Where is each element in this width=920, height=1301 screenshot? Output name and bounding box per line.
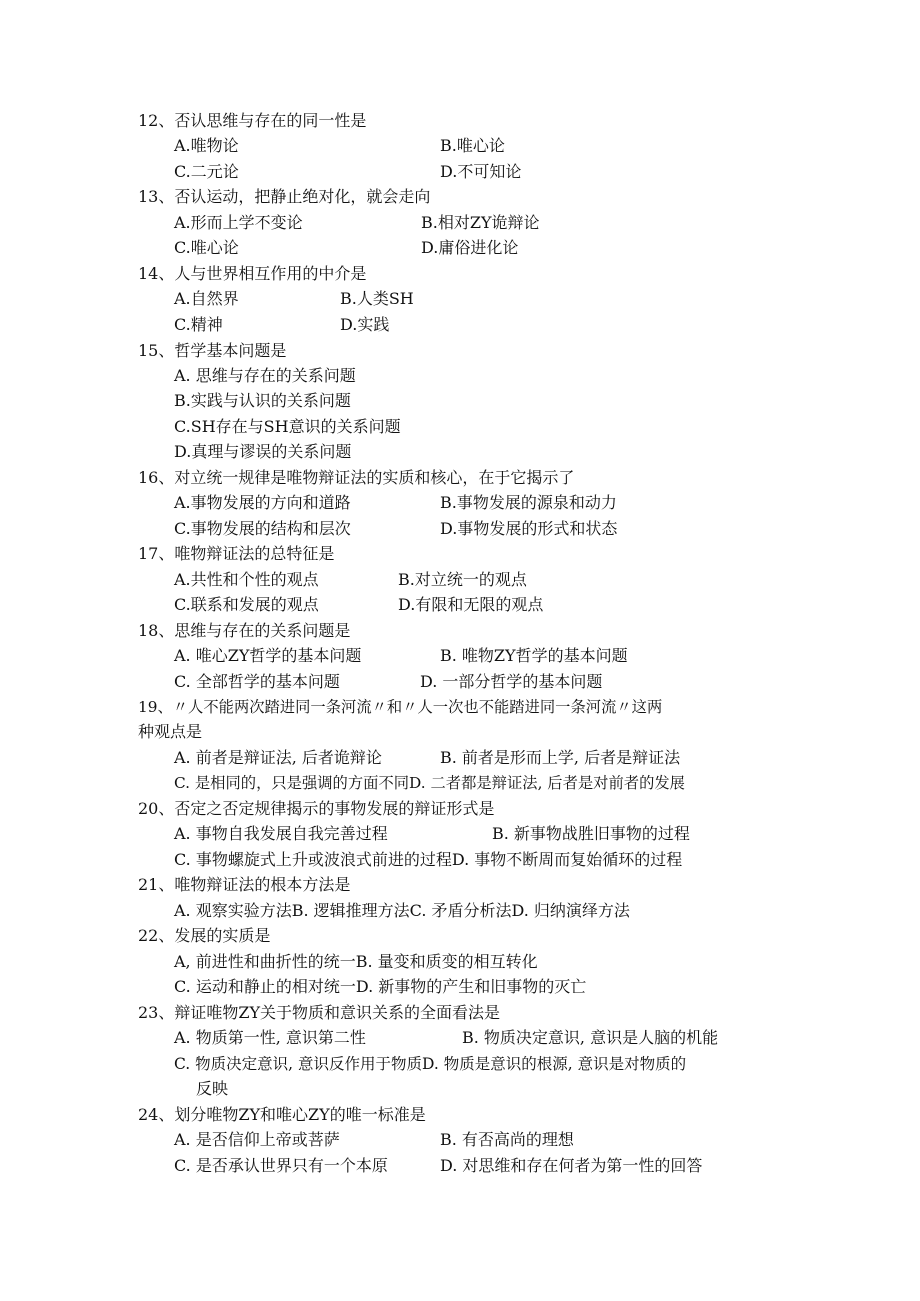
question-23-option-cd-continued: 反映 [196, 1079, 229, 1098]
question-13-option-b: B.相对ZY诡辩论 [421, 213, 540, 232]
question-19-option-cd: C. 是相同的，只是强调的方面不同D. 二者都是辩证法, 后者是对前者的发展 [174, 774, 685, 792]
question-18-stem: 18、思维与存在的关系问题是 [138, 621, 351, 640]
question-17-option-a: A.共性和个性的观点 [174, 570, 319, 589]
question-22-option-cd: C. 运动和静止的相对统一D. 新事物的产生和旧事物的灭亡 [174, 977, 587, 996]
question-15-option-c: C.SH存在与SH意识的关系问题 [174, 417, 401, 436]
question-17-option-d: D.有限和无限的观点 [398, 595, 544, 614]
question-20-option-a: A. 事物自我发展自我完善过程 [174, 824, 388, 843]
question-22-option-ab: A, 前进性和曲折性的统一B. 量变和质变的相互转化 [174, 952, 538, 971]
question-15-option-d: D.真理与谬误的关系问题 [174, 442, 352, 461]
question-19-option-a: A. 前者是辩证法, 后者诡辩论 [174, 748, 382, 767]
question-18-option-c: C. 全部哲学的基本问题 [174, 672, 340, 691]
question-22-stem: 22、发展的实质是 [138, 926, 271, 945]
question-12-option-b: B.唯心论 [440, 136, 505, 155]
question-12-option-a: A.唯物论 [174, 136, 239, 155]
question-16-stem: 16、对立统一规律是唯物辩证法的实质和核心，在于它揭示了 [138, 468, 575, 487]
question-23-option-a: A. 物质第一性, 意识第二性 [174, 1028, 366, 1047]
question-13-stem: 13、否认运动，把静止绝对化，就会走向 [138, 187, 431, 206]
question-20-option-b: B. 新事物战胜旧事物的过程 [492, 824, 690, 843]
question-23-stem: 23、辩证唯物ZY关于物质和意识关系的全面看法是 [138, 1003, 501, 1022]
question-24-stem: 24、划分唯物ZY和唯心ZY的唯一标准是 [138, 1105, 426, 1124]
question-12-stem: 12、否认思维与存在的同一性是 [138, 111, 367, 130]
question-15-stem: 15、哲学基本问题是 [138, 341, 287, 360]
question-14-option-d: D.实践 [340, 315, 390, 334]
question-12-option-d: D.不可知论 [440, 162, 522, 181]
question-17-option-c: C.联系和发展的观点 [174, 595, 319, 614]
question-20-option-cd: C. 事物螺旋式上升或波浪式前进的过程D. 事物不断周而复始循环的过程 [174, 850, 683, 869]
question-20-stem: 20、否定之否定规律揭示的事物发展的辩证形式是 [138, 799, 495, 818]
question-18-option-b: B. 唯物ZY哲学的基本问题 [440, 646, 628, 665]
question-14-option-b: B.人类SH [340, 289, 414, 308]
question-19-option-b: B. 前者是形而上学, 后者是辩证法 [440, 748, 681, 767]
question-21-options: A. 观察实验方法B. 逻辑推理方法C. 矛盾分析法D. 归纳演绎方法 [174, 901, 630, 920]
question-16-option-a: A.事物发展的方向和道路 [174, 493, 351, 512]
question-17-option-b: B.对立统一的观点 [398, 570, 527, 589]
question-21-stem: 21、唯物辩证法的根本方法是 [138, 875, 351, 894]
question-13-option-a: A.形而上学不变论 [174, 213, 303, 232]
question-13-option-d: D.庸俗进化论 [421, 238, 519, 257]
question-24-option-b: B. 有否高尚的理想 [440, 1130, 574, 1149]
question-24-option-a: A. 是否信仰上帝或菩萨 [174, 1130, 340, 1149]
question-15-option-b: B.实践与认识的关系问题 [174, 391, 351, 410]
question-24-option-d: D. 对思维和存在何者为第一性的回答 [440, 1156, 703, 1175]
question-24-option-c: C. 是否承认世界只有一个本原 [174, 1156, 388, 1175]
question-18-option-a: A. 唯心ZY哲学的基本问题 [174, 646, 362, 665]
question-16-option-c: C.事物发展的结构和层次 [174, 519, 351, 538]
question-16-option-b: B.事物发展的源泉和动力 [440, 493, 617, 512]
question-13-option-c: C.唯心论 [174, 238, 239, 257]
question-17-stem: 17、唯物辩证法的总特征是 [138, 544, 335, 563]
question-16-option-d: D.事物发展的形式和状态 [440, 519, 618, 538]
question-23-option-b: B. 物质决定意识, 意识是人脑的机能 [462, 1028, 719, 1047]
question-12-option-c: C.二元论 [174, 162, 239, 181]
question-19-stem: 19、〃人不能两次踏进同一条河流〃和〃人一次也不能踏进同一条河流〃这两 [138, 698, 663, 716]
question-23-option-cd: C. 物质决定意识, 意识反作用于物质D. 物质是意识的根源, 意识是对物质的 [174, 1055, 687, 1073]
question-18-option-d: D. 一部分哲学的基本问题 [420, 672, 603, 691]
question-14-option-a: A.自然界 [174, 289, 239, 308]
question-19-stem-continued: 种观点是 [138, 722, 203, 741]
question-15-option-a: A. 思维与存在的关系问题 [174, 366, 356, 385]
question-14-stem: 14、人与世界相互作用的中介是 [138, 264, 367, 283]
question-14-option-c: C.精神 [174, 315, 223, 334]
